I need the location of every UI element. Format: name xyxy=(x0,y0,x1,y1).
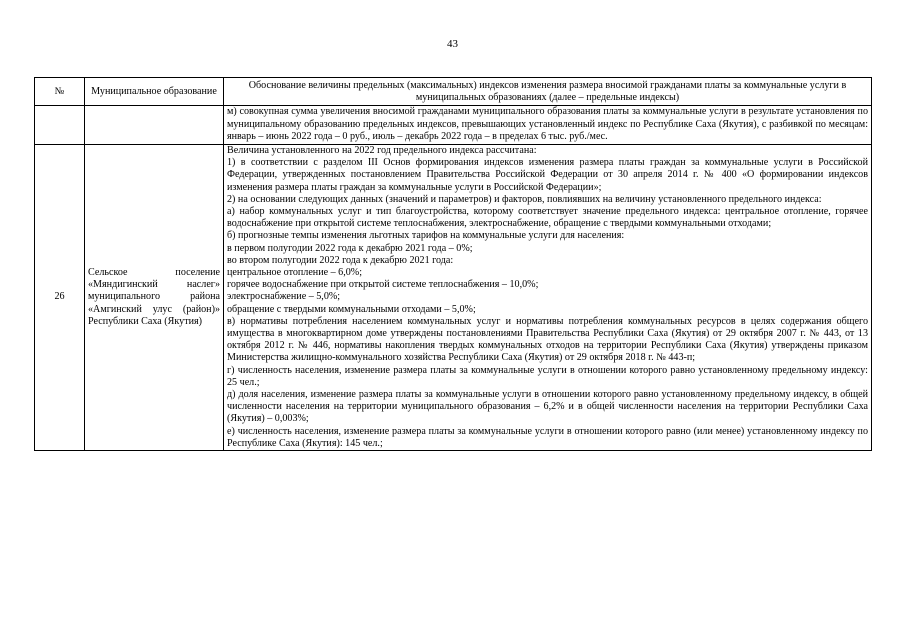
table-row xyxy=(35,145,872,451)
justification-paragraph: в первом полугодии 2022 года к декабрю 2021 года – 0%; xyxy=(227,242,473,254)
row-justification-cell xyxy=(224,145,872,451)
justification-paragraph: горячее водоснабжение при открытой системе теплоснабжения – 10,0%; xyxy=(227,279,539,291)
table-header-row xyxy=(35,78,872,106)
justification-paragraph: 2) на основании следующих данных (значений и параметров) и факторов, повлиявших на величину установленного предельного индекса: xyxy=(227,193,822,205)
row-num-cell: 26 xyxy=(35,145,85,451)
justification-paragraph: м) совокупная сумма увеличения вносимой гражданами муниципального образования платы за коммунальные услуги в результате установления по муниципальному образованию предельных индексов, превышающих установленный индекс по Республике Саха (Якутия), с разбивкой по месяцам: январь – июнь 2022 года – 0 руб., июль – декабрь 2022 года – в пределах 6 тыс. руб./мес. xyxy=(227,106,868,142)
justification-paragraph: г) численность населения, изменение размера платы за коммунальные услуги в отношении которого равно установленному предельному индексу: 25 чел.; xyxy=(227,364,868,388)
table-row xyxy=(35,106,872,145)
justification-paragraph: Величина установленного на 2022 год предельного индекса рассчитана: xyxy=(227,145,537,157)
indices-table xyxy=(34,77,872,451)
justification-paragraph: во втором полугодии 2022 года к декабрю 2021 года: xyxy=(227,254,454,266)
justification-paragraph: в) нормативы потребления населением коммунальных услуг и нормативы потребления коммунальных ресурсов в целях содержания общего имущества в многоквартирном доме утверждены постановлениями Правительства Республики Саха (Якутия) от 29 октября 2007 г. № 443, от 13 октября 2012 г. № 446, нормативы накопления твердых коммунальных отходов на территории Республики Саха (Якутия) утверждены приказом Министерства жилищно-коммунального хозяйства Республики Саха (Якутия) от 29 октября 2018 г. № 443-п; xyxy=(227,315,868,364)
justification-paragraph: центральное отопление – 6,0%; xyxy=(227,267,363,279)
row-num-cell xyxy=(35,106,85,145)
justification-paragraph: д) доля населения, изменение размера платы за коммунальные услуги в отношении которого равно установленному предельному индексу, в общей численности населения на территории муниципального образования – 6,2% и в общей численности населения на территории Республики Саха (Якутия) – 0,003%; xyxy=(227,389,868,425)
header-justification: Обоснование величины предельных (максимальных) индексов изменения размера вносимой гражданами платы за коммунальные услуги в муниципальных образованиях (далее – предельные индексы) xyxy=(224,78,872,106)
justification-paragraph: обращение с твердыми коммунальными отходами – 5,0%; xyxy=(227,303,476,315)
justification-paragraph: б) прогнозные темпы изменения льготных тарифов на коммунальные услуги для населения: xyxy=(227,230,625,242)
justification-paragraph: 1) в соответствии с разделом III Основ формирования индексов изменения размера платы граждан за коммунальные услуги в Российской Федерации, утвержденных постановлением Правительства Российской Федерации от 30 апреля 2014 г. № 400 «О формировании индексов изменения размера платы граждан за коммунальные услуги в Российской Федерации»; xyxy=(227,157,868,193)
row-municipality-cell: Сельское поселение «Мяндигинский наслег» муниципального района «Амгинский улус (район)» Республики Саха (Якутия) xyxy=(85,145,224,451)
justification-paragraph: е) численность населения, изменение размера платы за коммунальные услуги в отношении которого равно (или менее) установленному индексу по Республике Саха (Якутия): 145 чел.; xyxy=(227,425,868,449)
page-number: 43 xyxy=(447,38,458,50)
justification-paragraph: а) набор коммунальных услуг и тип благоустройства, которому соответствует значение предельного индекса: центральное отопление, горячее водоснабжение при открытой системе теплоснабжения, электроснабжение, обращение с твердыми коммунальными отходами; xyxy=(227,206,868,230)
header-municipality: Муниципальное образование xyxy=(85,78,224,106)
header-num: № xyxy=(35,78,85,106)
row-municipality-cell xyxy=(85,106,224,145)
justification-paragraph: электроснабжение – 5,0%; xyxy=(227,291,341,303)
row-justification-cell xyxy=(224,106,872,145)
